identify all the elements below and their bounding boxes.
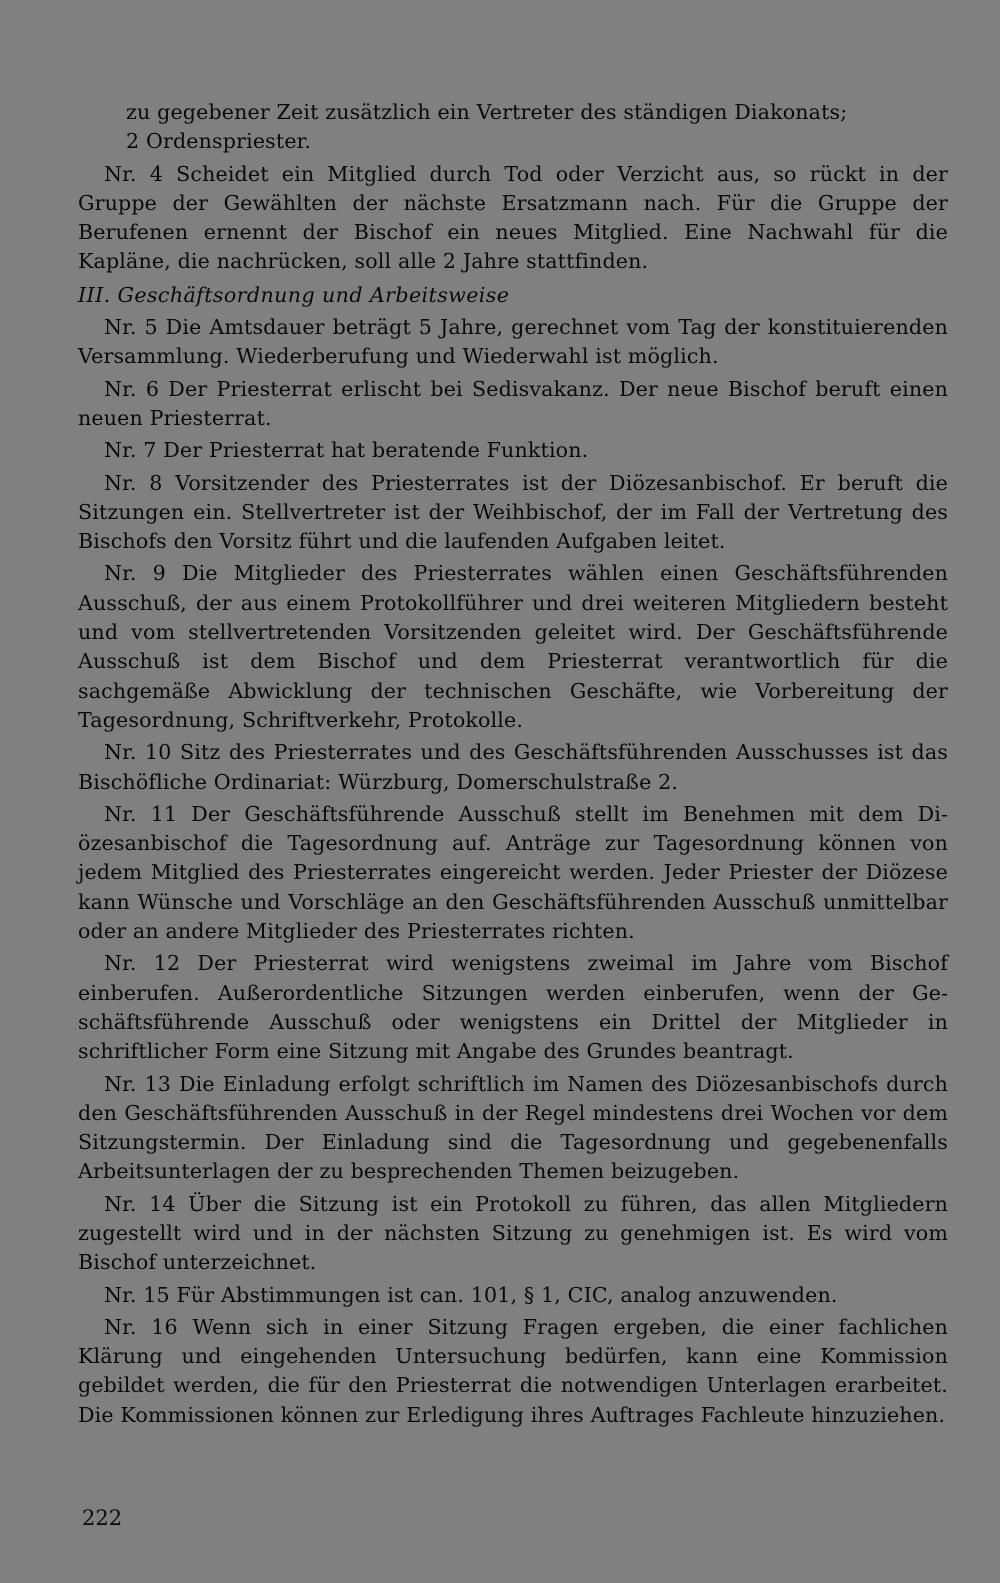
paragraph-nr-5: Nr. 5 Die Amtsdauer beträgt 5 Jahre, gerechnet vom Tag der konstituierenden Versammlung. Wiederberufung und Wiederwahl ist möglich. [78, 315, 948, 369]
continuation-line-2: 2 Ordenspriester. [126, 129, 312, 154]
paragraph-nr-16: Nr. 16 Wenn sich in einer Sitzung Fragen ergeben, die einer fachlichen Klärung und eingehenden Untersuchung bedürfen, kann eine Kommission gebildet werden, die für den Priesterrat die notwendigen Unterlagen erarbeitet. Die Kommissionen können zur Erledigung ihres Auftrages Fachleute hinzuziehen. [78, 1314, 948, 1427]
section-heading: III. Geschäftsordnung und Arbeitsweise [78, 282, 510, 307]
paragraph-nr-14: Nr. 14 Über die Sitzung ist ein Protokoll zu führen, das allen Mitgliedern zugestellt wird und in der nächsten Sitzung zu genehmigen ist. Es wird vom Bischof unterzeichnet. [78, 1191, 948, 1275]
body-text [78, 98, 948, 1433]
page-number: 222 [82, 1506, 123, 1530]
paragraph-nr-6: Nr. 6 Der Priesterrat erlischt bei Sedisvakanz. Der neue Bischof beruft einen neuen Priesterrat. [78, 376, 948, 430]
paragraph-nr-11: Nr. 11 Der Geschäftsführende Ausschuß stellt im Benehmen mit dem Diözesanbischof die Tagesordnung auf. Anträge zur Tagesordnung können von jedem Mitglied des Priesterrates eingereicht werden. Jeder Priester der Diözese kann Wünsche und Vorschläge an den Geschäftsführenden Ausschuß unmittelbar oder an andere Mitglieder des Priesterrates richten. [78, 801, 948, 944]
paragraph-nr-7: Nr. 7 Der Priesterrat hat beratende Funktion. [104, 438, 589, 463]
paragraph-nr-4: Nr. 4 Scheidet ein Mitglied durch Tod oder Verzicht aus, so rückt in der Gruppe der Gewählten der nächste Ersatzmann nach. Für die Gruppe der Berufenen ernennt der Bischof ein neues Mitglied. Eine Nachwahl für die Kapläne, die nachrücken, soll alle 2 Jahre stattfinden. [78, 161, 948, 274]
continuation-line-1: zu gegebener Zeit zusätzlich ein Vertreter des ständigen Diakonats; [126, 100, 848, 124]
paragraph-nr-8: Nr. 8 Vorsitzender des Priesterrates ist der Diözesanbischof. Er beruft die Sitzungen ein. Stellvertreter ist der Weihbischof, der im Fall der Vertretung des Bischofs den Vorsitz führt und die laufenden Aufgaben leitet. [78, 470, 948, 554]
paragraph-nr-12: Nr. 12 Der Priesterrat wird wenigstens zweimal im Jahre vom Bischof einberufen. Außerordentliche Sitzungen werden einberufen, wenn der Geschäftsführende Ausschuß oder wenigstens ein Drittel der Mitglieder in schriftlicher Form eine Sitzung mit Angabe des Grundes beantragt. [78, 951, 948, 1064]
paragraph-nr-9: Nr. 9 Die Mitglieder des Priesterrates wählen einen Geschäftsführenden Ausschuß, der aus einem Protokollführer und drei weiteren Mitgliedern besteht und vom stellvertretenden Vorsitzenden geleitet wird. Der Geschäftsführende Ausschuß ist dem Bischof und dem Priesterrat verantwortlich für die sachgemäße Abwicklung der technischen Geschäfte, wie Vorbereitung der Tagesordnung, Schriftverkehr, Protokolle. [78, 561, 948, 732]
paragraph-nr-15: Nr. 15 Für Abstimmungen ist can. 101, § 1, CIC, analog anzuwenden. [104, 1282, 838, 1307]
paragraph-nr-10: Nr. 10 Sitz des Priesterrates und des Geschäftsführenden Ausschusses ist das Bischöfliche Ordinariat: Würzburg, Domerschulstraße 2. [78, 740, 948, 794]
paragraph-nr-13: Nr. 13 Die Einladung erfolgt schriftlich im Namen des Diözesanbischofs durch den Geschäftsführenden Ausschuß in der Regel mindestens drei Wochen vor dem Sitzungstermin. Der Einladung sind die Tagesordnung und gegebenenfalls Arbeitsunterlagen der zu besprechenden Themen beizugeben. [78, 1071, 948, 1184]
